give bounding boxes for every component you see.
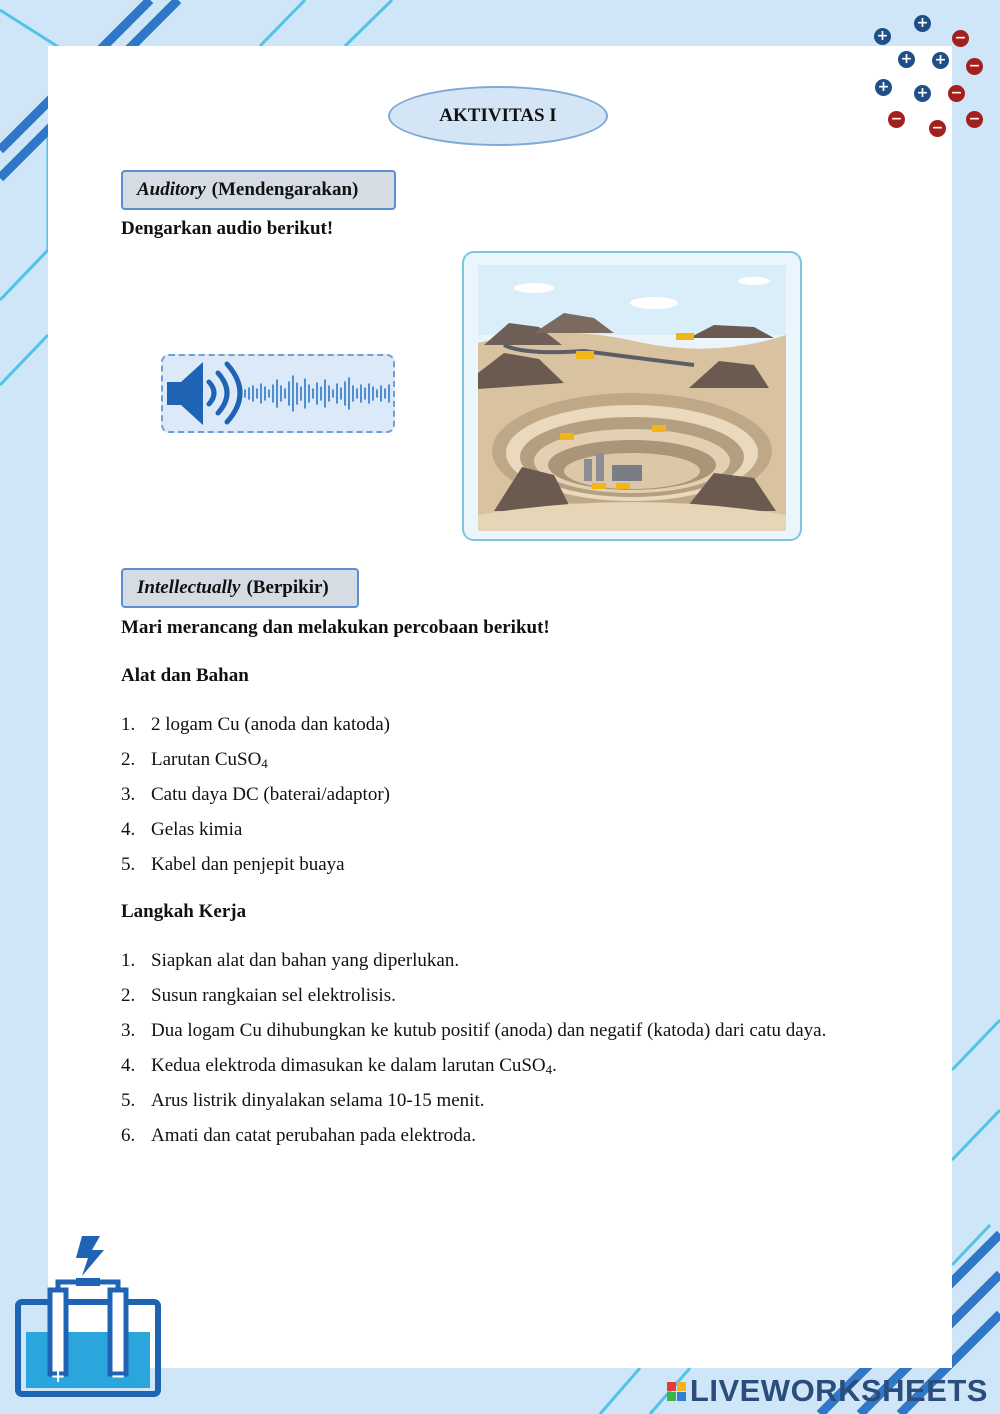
list-item [121,1053,826,1088]
worksheet-page [48,46,952,1368]
minus-sign-icon: − [966,58,983,75]
item-text: 2 logam Cu (anoda dan katoda) [151,714,391,735]
minus-sign-icon: − [966,111,983,128]
item-text: Catu daya DC (baterai/adaptor) [151,784,390,805]
item-text: Dua logam Cu dihubungkan ke kutub positif (anoda) dan negatif (katoda) dari catu daya. [151,1020,827,1041]
audio-player[interactable] [161,354,395,433]
item-text: Amati dan catat perubahan pada elektroda. [151,1125,476,1146]
item-number: 2. [121,749,136,770]
minus-sign-icon: − [948,85,965,102]
cell-plus-label: + [50,1366,66,1387]
plus-sign-icon: + [914,85,931,102]
item-number: 5. [121,1090,136,1111]
list-item [121,782,390,817]
materials-list [121,712,390,887]
open-pit-mine-image [464,253,800,539]
liveworksheets-logo[interactable] [667,1374,988,1408]
minus-sign-icon: − [888,111,905,128]
list-item [121,948,826,983]
list-item [121,712,390,747]
auditory-label-rest: (Mendengarakan) [211,179,359,200]
mining-illustration [462,251,802,541]
list-item [121,1088,826,1123]
item-number: 4. [121,1055,136,1076]
speaker-wave-icon [163,356,393,431]
plus-sign-icon: + [874,28,891,45]
plus-sign-icon: + [875,79,892,96]
ion-signs-decoration [866,10,996,140]
steps-list [121,948,826,1158]
intellectually-label-rest: (Berpikir) [246,577,329,598]
list-item [121,852,390,887]
intellectually-label [121,568,359,608]
item-text: Susun rangkaian sel elektrolisis. [151,985,396,1006]
auditory-instruction: Dengarkan audio berikut! [121,218,334,239]
item-suffix: . [552,1055,557,1076]
plus-sign-icon: + [932,52,949,69]
liveworksheets-logo-text: LIVEWORKSHEETS [689,1373,988,1408]
activity-title: AKTIVITAS I [388,86,608,146]
item-text: Gelas kimia [151,819,243,840]
minus-sign-icon: − [952,30,969,47]
steps-heading: Langkah Kerja [121,901,247,922]
item-number: 3. [121,784,136,805]
auditory-label-italic: Auditory [137,179,206,200]
item-text: Larutan CuSO [151,749,262,770]
item-number: 4. [121,819,136,840]
item-text: Arus listrik dinyalakan selama 10-15 menit. [151,1090,485,1111]
minus-sign-icon: − [929,120,946,137]
auditory-label [121,170,396,210]
materials-heading: Alat dan Bahan [121,665,249,686]
item-number: 6. [121,1125,136,1146]
item-number: 5. [121,854,136,875]
item-subscript: 4 [545,1062,553,1077]
liveworksheets-logo-icon [667,1382,686,1401]
item-number: 2. [121,985,136,1006]
list-item [121,1123,826,1158]
item-number: 3. [121,1020,136,1041]
item-number: 1. [121,950,136,971]
list-item [121,1018,826,1053]
item-subscript: 4 [261,756,268,771]
item-number: 1. [121,714,136,735]
cell-minus-label: − [110,1366,126,1387]
plus-sign-icon: + [898,51,915,68]
intellectually-instruction: Mari merancang dan melakukan percobaan berikut! [121,617,550,638]
plus-sign-icon: + [914,15,931,32]
item-text: Siapkan alat dan bahan yang diperlukan. [151,950,460,971]
item-text: Kabel dan penjepit buaya [151,854,345,875]
item-text: Kedua elektroda dimasukan ke dalam larutan CuSO [151,1055,546,1076]
list-item [121,817,390,852]
list-item [121,983,826,1018]
intellectually-label-italic: Intellectually [137,577,241,598]
electrolysis-cell-icon [12,1232,164,1400]
list-item [121,747,390,782]
